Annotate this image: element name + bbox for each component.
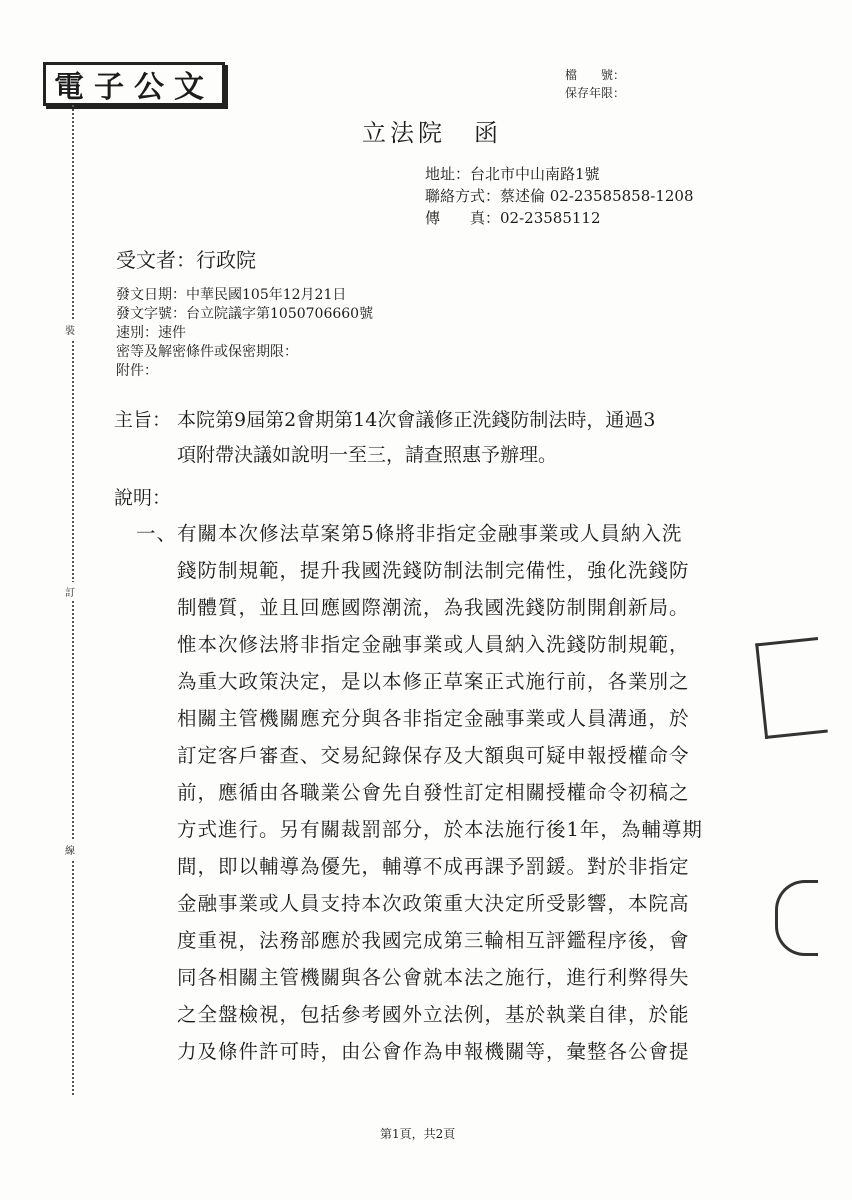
contact-line: 聯絡方式：蔡述倫 02-23585858-1208 bbox=[425, 187, 694, 205]
subject-label: 主旨： bbox=[114, 409, 172, 431]
retention-period-label: 保存年限： bbox=[565, 86, 626, 100]
body-line: 金融事業或人員支持本次政策重大決定所受影響，本院高 bbox=[177, 892, 690, 915]
attachment-label: 附件： bbox=[116, 363, 158, 379]
binding-mark-zhuang: 裝 bbox=[65, 320, 75, 339]
fax-line: 傳 真：02-23585112 bbox=[425, 209, 601, 227]
page-number: 第1頁，共2頁 bbox=[380, 1127, 456, 1141]
explanation-label: 說明： bbox=[114, 487, 172, 509]
body-line: 制體質，並且回應國際潮流，為我國洗錢防制開創新局。 bbox=[177, 596, 690, 619]
body-line: 相關主管機關應充分與各非指定金融事業或人員溝通，於 bbox=[177, 707, 690, 730]
recipient-line: 受文者：行政院 bbox=[116, 248, 256, 272]
body-line: 方式進行。另有關裁罰部分，於本法施行後1年，為輔導期 bbox=[177, 818, 703, 841]
subject-line-2: 項附帶決議如說明一至三，請查照惠予辦理。 bbox=[177, 444, 558, 466]
speed-class: 速別：速件 bbox=[116, 325, 186, 341]
body-line: 間，即以輔導為優先，輔導不成再課予罰鍰。對於非指定 bbox=[177, 855, 690, 878]
item-number: 一、 bbox=[136, 522, 178, 545]
subject-line-1: 本院第9屆第2會期第14次會議修正洗錢防制法時，通過3 bbox=[177, 409, 656, 431]
body-line: 為重大政策決定，是以本修正草案正式施行前，各業別之 bbox=[177, 670, 690, 693]
address-line: 地址：台北市中山南路1號 bbox=[425, 165, 600, 183]
edge-seal-fragment bbox=[775, 880, 818, 956]
body-line: 前，應循由各職業公會先自發性訂定相關授權命令初稿之 bbox=[177, 781, 690, 804]
body-line: 之全盤檢視，包括參考國外立法例，基於執業自律，於能 bbox=[177, 1003, 690, 1026]
file-number-label: 檔 號： bbox=[565, 68, 626, 82]
body-line: 惟本次修法將非指定金融事業或人員納入洗錢防制規範， bbox=[177, 633, 690, 656]
secrecy-level: 密等及解密條件或保密期限： bbox=[116, 344, 298, 360]
body-line: 訂定客戶審查、交易紀錄保存及大額與可疑申報授權命令 bbox=[177, 744, 690, 767]
issue-date: 發文日期：中華民國105年12月21日 bbox=[116, 287, 347, 303]
body-line: 度重視，法務部應於我國完成第三輪相互評鑑程序後，會 bbox=[177, 929, 690, 952]
body-line: 同各相關主管機關與各公會就本法之施行，進行利弊得失 bbox=[177, 966, 690, 989]
body-line: 有關本次修法草案第5條將非指定金融事業或人員納入洗 bbox=[177, 522, 683, 545]
binding-mark-xian: 線 bbox=[65, 840, 75, 859]
document-number: 發文字號：台立院議字第1050706660號 bbox=[116, 306, 374, 322]
binding-mark-ding: 訂 bbox=[65, 582, 75, 601]
edge-stamp-fragment bbox=[755, 637, 828, 739]
body-line: 力及條件許可時，由公會作為申報機關等，彙整各公會提 bbox=[177, 1040, 690, 1063]
electronic-document-stamp: 電子公文 bbox=[43, 62, 225, 106]
document-title: 立法院 函 bbox=[362, 119, 502, 147]
body-line: 錢防制規範，提升我國洗錢防制法制完備性，強化洗錢防 bbox=[177, 559, 690, 582]
